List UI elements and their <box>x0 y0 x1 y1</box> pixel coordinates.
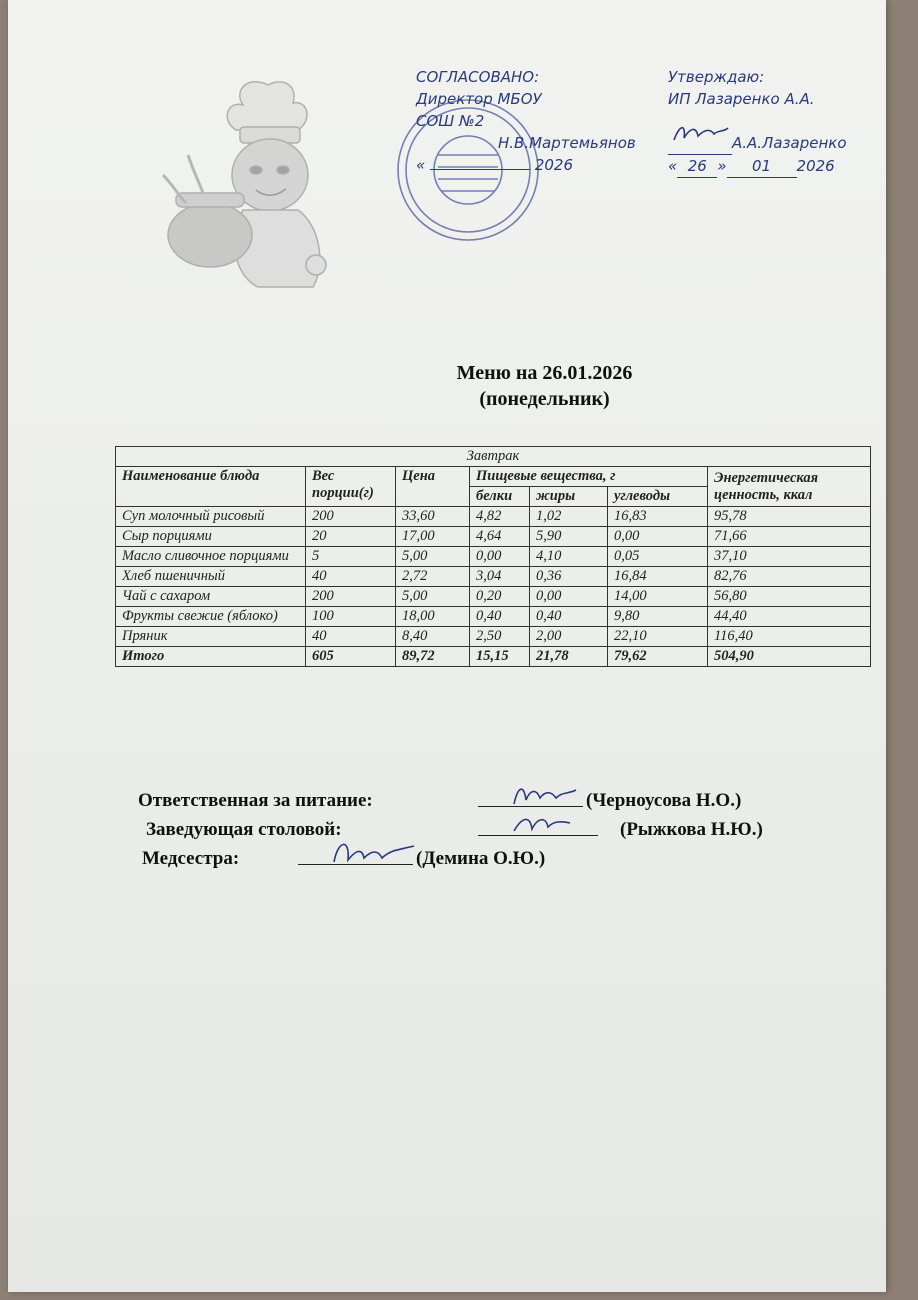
approval-right-sign-line <box>668 132 847 155</box>
header-carbs: углеводы <box>608 487 708 507</box>
total-carbs: 79,62 <box>608 647 708 667</box>
menu-title-date: Меню на 26.01.2026 <box>456 362 633 384</box>
menu-table <box>115 446 871 667</box>
cell-proteins: 2,50 <box>470 627 530 647</box>
cell-energy: 44,40 <box>708 607 871 627</box>
signature-name: (Рыжкова Н.Ю.) <box>620 819 763 840</box>
cell-price: 2,72 <box>396 567 470 587</box>
cell-weight: 200 <box>306 507 396 527</box>
menu-table-body <box>116 507 871 667</box>
approval-left-quote: « <box>416 156 426 174</box>
header-price: Цена <box>396 467 470 507</box>
total-proteins: 15,15 <box>470 647 530 667</box>
total-price: 89,72 <box>396 647 470 667</box>
cell-weight: 40 <box>306 627 396 647</box>
cell-weight: 100 <box>306 607 396 627</box>
table-row <box>116 567 871 587</box>
approval-right-year: 2026 <box>796 157 835 175</box>
cell-energy: 95,78 <box>708 507 871 527</box>
approval-right-day: 26 <box>677 155 717 178</box>
total-weight: 605 <box>306 647 396 667</box>
signature-scribble-icon <box>508 811 578 839</box>
table-row <box>116 507 871 527</box>
cell-carbs: 22,10 <box>608 627 708 647</box>
cell-price: 33,60 <box>396 507 470 527</box>
header-nutrients: Пищевые вещества, г <box>470 467 708 487</box>
approval-right-month: 01 <box>727 155 797 178</box>
header-proteins: белки <box>470 487 530 507</box>
approval-left-block <box>416 66 636 176</box>
chef-illustration <box>148 75 348 295</box>
cell-dish: Чай с сахаром <box>116 587 306 607</box>
cell-proteins: 4,64 <box>470 527 530 547</box>
cell-weight: 200 <box>306 587 396 607</box>
approval-right-quote-open: « <box>668 157 678 175</box>
cell-proteins: 0,00 <box>470 547 530 567</box>
signature-role: Ответственная за питание: <box>138 790 373 811</box>
approval-right-position: ИП Лазаренко А.А. <box>668 90 815 108</box>
cell-dish: Сыр порциями <box>116 527 306 547</box>
approval-right-scribble-icon <box>670 122 730 144</box>
signature-scribble-icon <box>328 836 418 870</box>
cell-weight: 5 <box>306 547 396 567</box>
menu-title <box>8 360 886 412</box>
cell-fats: 0,36 <box>530 567 608 587</box>
approval-right-name: А.А.Лазаренко <box>732 134 847 152</box>
menu-title-weekday: (понедельник) <box>479 388 610 410</box>
meal-name: Завтрак <box>116 447 871 467</box>
cell-energy: 71,66 <box>708 527 871 547</box>
header-fats: жиры <box>530 487 608 507</box>
cell-price: 17,00 <box>396 527 470 547</box>
cell-fats: 2,00 <box>530 627 608 647</box>
cell-fats: 1,02 <box>530 507 608 527</box>
approval-right-date <box>668 155 847 178</box>
cell-carbs: 0,00 <box>608 527 708 547</box>
approval-right-quote-close: » <box>717 157 727 175</box>
total-energy: 504,90 <box>708 647 871 667</box>
approval-left-name: Н.В.Мартемьянов <box>498 134 636 152</box>
cell-fats: 0,00 <box>530 587 608 607</box>
cell-proteins: 4,82 <box>470 507 530 527</box>
approval-right-signature <box>668 132 732 155</box>
meal-header-row <box>116 447 871 467</box>
table-row <box>116 547 871 567</box>
total-fats: 21,78 <box>530 647 608 667</box>
signature-role: Медсестра: <box>142 848 240 869</box>
cell-carbs: 0,05 <box>608 547 708 567</box>
signature-role: Заведующая столовой: <box>146 819 342 840</box>
cell-proteins: 3,04 <box>470 567 530 587</box>
signature-name: (Демина О.Ю.) <box>416 848 546 869</box>
header-energy: Энергетическая ценность, ккал <box>708 467 871 507</box>
cell-dish: Фрукты свежие (яблоко) <box>116 607 306 627</box>
cell-price: 5,00 <box>396 587 470 607</box>
approval-left-position: Директор МБОУ <box>416 90 542 108</box>
cell-energy: 82,76 <box>708 567 871 587</box>
cell-proteins: 0,20 <box>470 587 530 607</box>
table-row <box>116 627 871 647</box>
cell-dish: Пряник <box>116 627 306 647</box>
cell-energy: 116,40 <box>708 627 871 647</box>
cell-carbs: 9,80 <box>608 607 708 627</box>
table-row <box>116 527 871 547</box>
cell-price: 5,00 <box>396 547 470 567</box>
document-page <box>8 0 886 1292</box>
total-row <box>116 647 871 667</box>
approval-left-year: 2026 <box>534 156 574 174</box>
header-weight: Вес порции(г) <box>306 467 396 507</box>
cell-dish: Масло сливочное порциями <box>116 547 306 567</box>
approval-left-date <box>416 154 636 176</box>
approval-left-heading: СОГЛАСОВАНО: <box>416 68 540 86</box>
cell-carbs: 16,84 <box>608 567 708 587</box>
approval-right-block <box>668 66 847 178</box>
cell-price: 8,40 <box>396 627 470 647</box>
approval-right-heading: Утверждаю: <box>668 68 765 86</box>
cell-price: 18,00 <box>396 607 470 627</box>
cell-proteins: 0,40 <box>470 607 530 627</box>
table-row <box>116 607 871 627</box>
cell-energy: 37,10 <box>708 547 871 567</box>
header-dish: Наименование блюда <box>116 467 306 507</box>
cell-fats: 4,10 <box>530 547 608 567</box>
cell-dish: Хлеб пшеничный <box>116 567 306 587</box>
cell-weight: 20 <box>306 527 396 547</box>
cell-fats: 0,40 <box>530 607 608 627</box>
table-row <box>116 587 871 607</box>
cell-dish: Суп молочный рисовый <box>116 507 306 527</box>
cell-carbs: 16,83 <box>608 507 708 527</box>
cell-carbs: 14,00 <box>608 587 708 607</box>
approval-left-date-line <box>430 169 530 170</box>
column-header-row <box>116 467 871 487</box>
total-label: Итого <box>116 647 306 667</box>
cell-fats: 5,90 <box>530 527 608 547</box>
signature-name: (Черноусова Н.О.) <box>586 790 742 811</box>
cell-weight: 40 <box>306 567 396 587</box>
cell-energy: 56,80 <box>708 587 871 607</box>
signature-scribble-icon <box>510 782 580 810</box>
approval-left-school: СОШ №2 <box>416 112 485 130</box>
